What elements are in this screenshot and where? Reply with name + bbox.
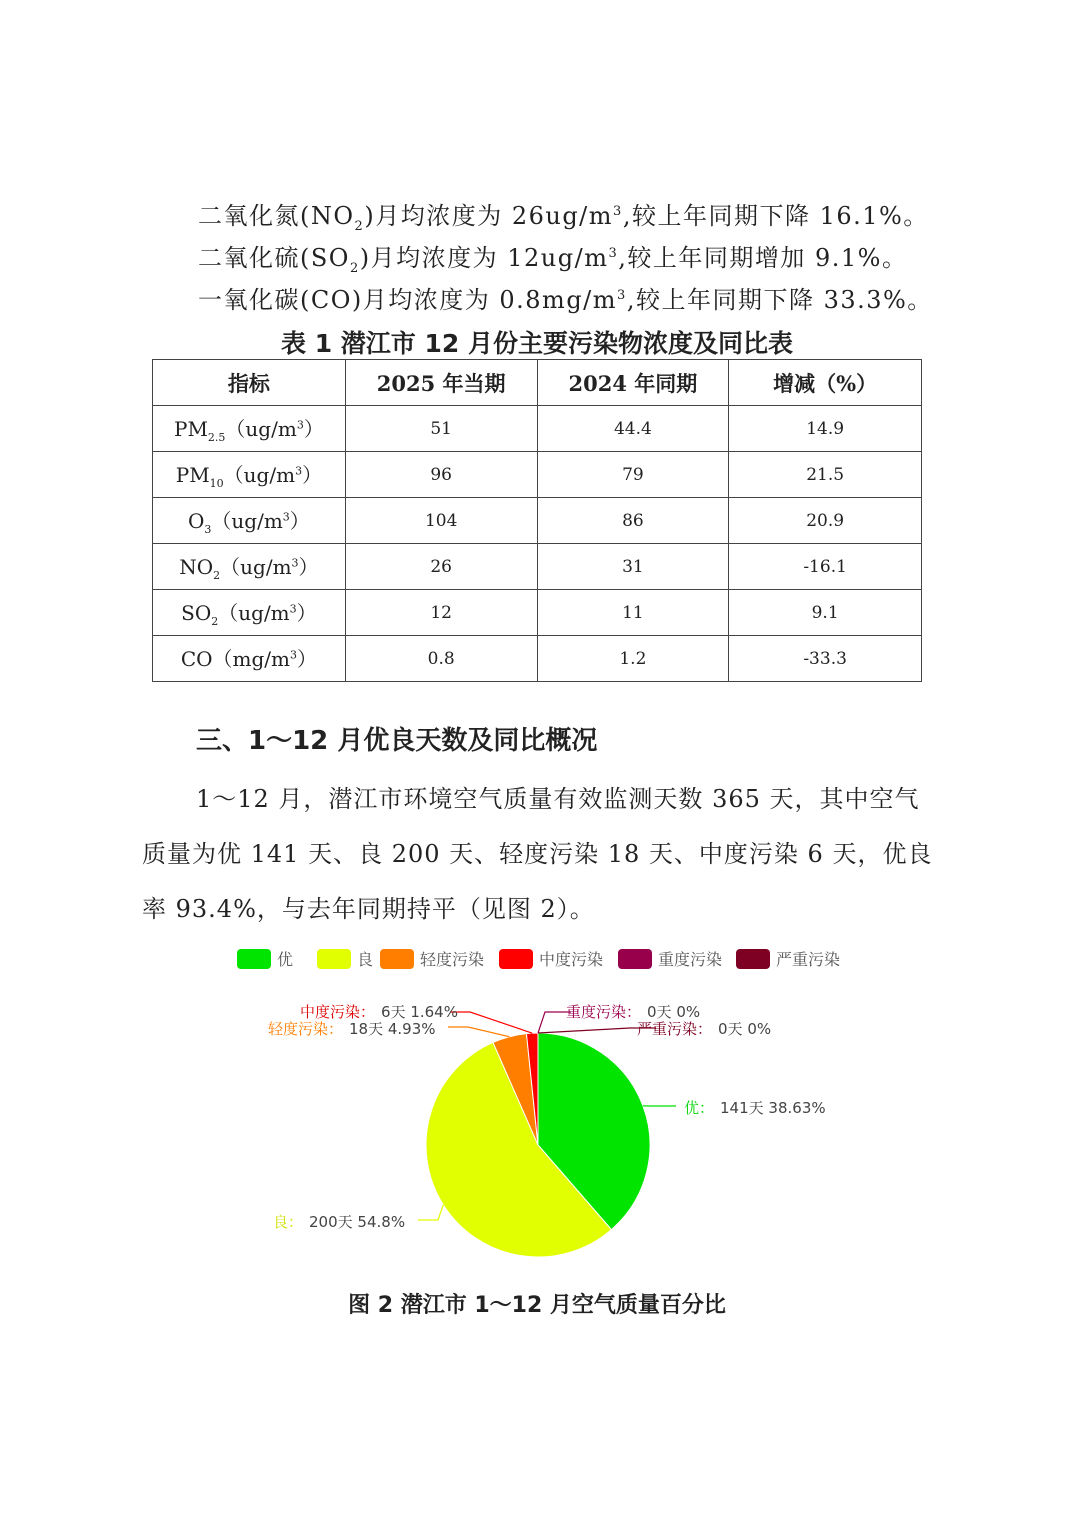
slice-label: 优： 141天 38.63% <box>684 1099 826 1117</box>
header-indicator: 指标 <box>153 360 346 406</box>
legend-swatch <box>380 949 414 969</box>
cell-2024: 1.2 <box>537 636 729 682</box>
legend-label: 重度污染 <box>658 950 723 969</box>
cell-2024: 44.4 <box>537 406 729 452</box>
label-leader-line <box>448 1027 509 1037</box>
label-leader-line <box>418 1205 443 1220</box>
row-label: $PM_{10}(ug/m^3)$ <box>153 452 346 498</box>
legend-label: 优 <box>277 950 294 969</box>
table-row <box>153 544 922 590</box>
header-2024: 2024 年同期 <box>537 360 729 406</box>
table-row <box>153 498 922 544</box>
paragraph-co: 一氧化碳(CO)月均浓度为 $0.8mg/m^3$,较上年同期下降 33.3%。 <box>198 286 933 314</box>
cell-change: 9.1 <box>729 590 922 636</box>
legend-label: 良 <box>357 950 374 969</box>
slice-label: 轻度污染： 18天 4.93% <box>268 1020 436 1038</box>
pie-slices <box>426 1033 650 1257</box>
table-row <box>153 406 922 452</box>
pollutant-table <box>152 359 922 682</box>
row-label: $CO(mg/m^3)$ <box>153 636 346 682</box>
header-2025: 2025 年当期 <box>345 360 537 406</box>
legend-label: 严重污染 <box>776 950 841 969</box>
row-label: $NO_2(ug/m^3)$ <box>153 544 346 590</box>
cell-change: 21.5 <box>729 452 922 498</box>
row-label: $O_3(ug/m^3)$ <box>153 498 346 544</box>
legend-swatch <box>618 949 652 969</box>
section-heading: 三、1～12 月优良天数及同比概况 <box>196 726 598 756</box>
cell-2024: 11 <box>537 590 729 636</box>
legend-swatch <box>317 949 351 969</box>
table-header-row <box>153 360 922 406</box>
cell-2024: 79 <box>537 452 729 498</box>
cell-2025: 0.8 <box>345 636 537 682</box>
slice-label: 重度污染： 0天 0% <box>566 1003 701 1021</box>
paragraph-so2: 二氧化硫$(SO_2)$月均浓度为 $12ug/m^3$,较上年同期增加 9.1%。 <box>198 244 908 276</box>
cell-2025: 96 <box>345 452 537 498</box>
table-row <box>153 590 922 636</box>
cell-change: 14.9 <box>729 406 922 452</box>
slice-label: 严重污染： 0天 0% <box>637 1020 772 1038</box>
legend-swatch <box>499 949 533 969</box>
legend-label: 中度污染 <box>539 950 604 969</box>
slice-label: 良： 200天 54.8% <box>273 1213 406 1231</box>
label-leader-line <box>450 1012 532 1033</box>
legend-swatch <box>736 949 770 969</box>
cell-change: -16.1 <box>729 544 922 590</box>
figure-caption: 图 2 潜江市 1～12 月空气质量百分比 <box>348 1293 726 1318</box>
row-label: $SO_2(ug/m^3)$ <box>153 590 346 636</box>
slice-label: 中度污染： 6天 1.64% <box>300 1003 458 1021</box>
table-row <box>153 636 922 682</box>
header-change: 增减（%） <box>729 360 922 406</box>
chart-legend <box>237 949 840 969</box>
cell-change: 20.9 <box>729 498 922 544</box>
air-quality-pie-chart <box>0 930 1074 1280</box>
cell-2024: 86 <box>537 498 729 544</box>
row-label: $PM_{2.5}(ug/m^3)$ <box>153 406 346 452</box>
paragraph-no2: 二氧化氮$(NO_2)$月均浓度为 $26ug/m^3$,较上年同期下降 16.1%。 <box>198 202 929 234</box>
cell-2025: 12 <box>345 590 537 636</box>
legend-swatch <box>237 949 271 969</box>
cell-2024: 31 <box>537 544 729 590</box>
cell-2025: 51 <box>345 406 537 452</box>
legend-label: 轻度污染 <box>420 950 485 969</box>
cell-change: -33.3 <box>729 636 922 682</box>
table-caption: 表 1 潜江市 12 月份主要污染物浓度及同比表 <box>280 329 793 358</box>
cell-2025: 26 <box>345 544 537 590</box>
cell-2025: 104 <box>345 498 537 544</box>
section-body: 1～12 月，潜江市环境空气质量有效监测天数 365 天，其中空气质量为优 141 天、良 200 天、轻度污染 18 天、中度污染 6 天，优良率 93.4%，与去年同期持平（见图 2）。 <box>142 785 933 923</box>
table-row <box>153 452 922 498</box>
